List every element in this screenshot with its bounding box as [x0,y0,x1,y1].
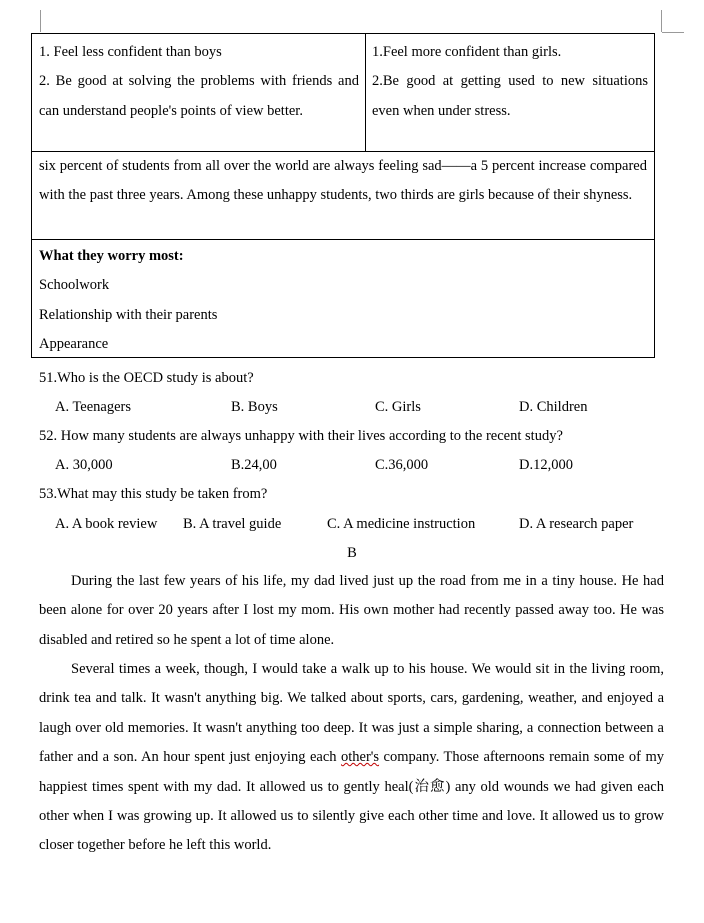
question-52-option-b[interactable]: B.24,00 [231,457,277,473]
passage-paragraph-2-end: company. Those afternoons remain some of my happiest times spent with my dad. It allowed us to gently heal(治愈) any old wounds we had given each other when I was growing up. It allowed us to silently give each other time and love. It allowed us to grow closer together before he left this world. [39,749,664,854]
worry-item-2: Relationship with their parents [39,306,218,323]
question-51-option-c[interactable]: C. Girls [375,399,421,415]
section-label: B [347,545,357,561]
passage-paragraph-1: During the last few years of his life, my dad lived just up the road from me in a tiny house. He had been alone for over 20 years after I lost my mom. His own mother had recently passed away too. He was disabled and retired so he spent a lot of time alone. [39,573,664,648]
question-52-option-c[interactable]: C.36,000 [375,457,429,473]
worry-item-3: Appearance [39,336,109,353]
left-item-1: 1. Feel less confident than boys [39,44,222,60]
page-corner-mark-right-h [662,32,684,33]
page-corner-mark-right [661,10,662,32]
question-52-stem: 52. How many students are always unhappy with their lives according to the recent study? [39,428,563,444]
statistics-text: six percent of students from all over the world are always feeling sad——a 5 percent increase compared with the past three years. Among these unhappy students, two thirds are girls because of their shyness. [39,158,647,204]
left-item-2: 2. Be good at solving the problems with friends and can understand people's points of view better. [39,73,359,119]
table-row-comparison [32,34,654,152]
question-51-option-b[interactable]: B. Boys [231,399,278,415]
question-52-option-d[interactable]: D.12,000 [519,457,573,473]
passage-paragraph-2-start: Several times a week, though, I would take a walk up to his house. We would sit in the living room, drink tea and talk. It wasn't anything big. We talked about sports, cars, gardening, weather, and enjoyed a laugh over old memories. It wasn't anything too deep. It was just a simple sharing, a connection between a father and a son. An hour spent just enjoying each [39,661,664,766]
question-53-option-c[interactable]: C. A medicine instruction [327,516,476,532]
table-row-statistics [32,152,654,240]
worry-item-1: Schoolwork [39,277,110,294]
comparison-table [31,33,655,358]
spellcheck-marked-word: other's [340,749,380,766]
boys-column [366,34,654,151]
question-53-option-b[interactable]: B. A travel guide [183,516,282,532]
passage-paragraph-2 [39,655,664,861]
right-item-2: 2.Be good at getting used to new situations [372,73,648,90]
question-51-option-a[interactable]: A. Teenagers [55,399,132,415]
question-51-option-d[interactable]: D. Children [519,399,588,415]
page-corner-mark-left [40,10,41,32]
question-53-option-d[interactable]: D. A research paper [519,516,634,532]
table-row-worries [32,240,654,357]
question-51-stem: 51.Who is the OECD study is about? [39,370,254,386]
worry-heading: What they worry most: [39,248,184,264]
question-53-stem: 53.What may this study be taken from? [39,486,268,502]
question-52-option-a[interactable]: A. 30,000 [55,457,113,473]
right-item-1: 1.Feel more confident than girls. [372,44,562,60]
question-53-option-a[interactable]: A. A book review [55,516,158,532]
girls-column [32,34,366,151]
right-item-2-cont: even when under stress. [372,102,511,119]
